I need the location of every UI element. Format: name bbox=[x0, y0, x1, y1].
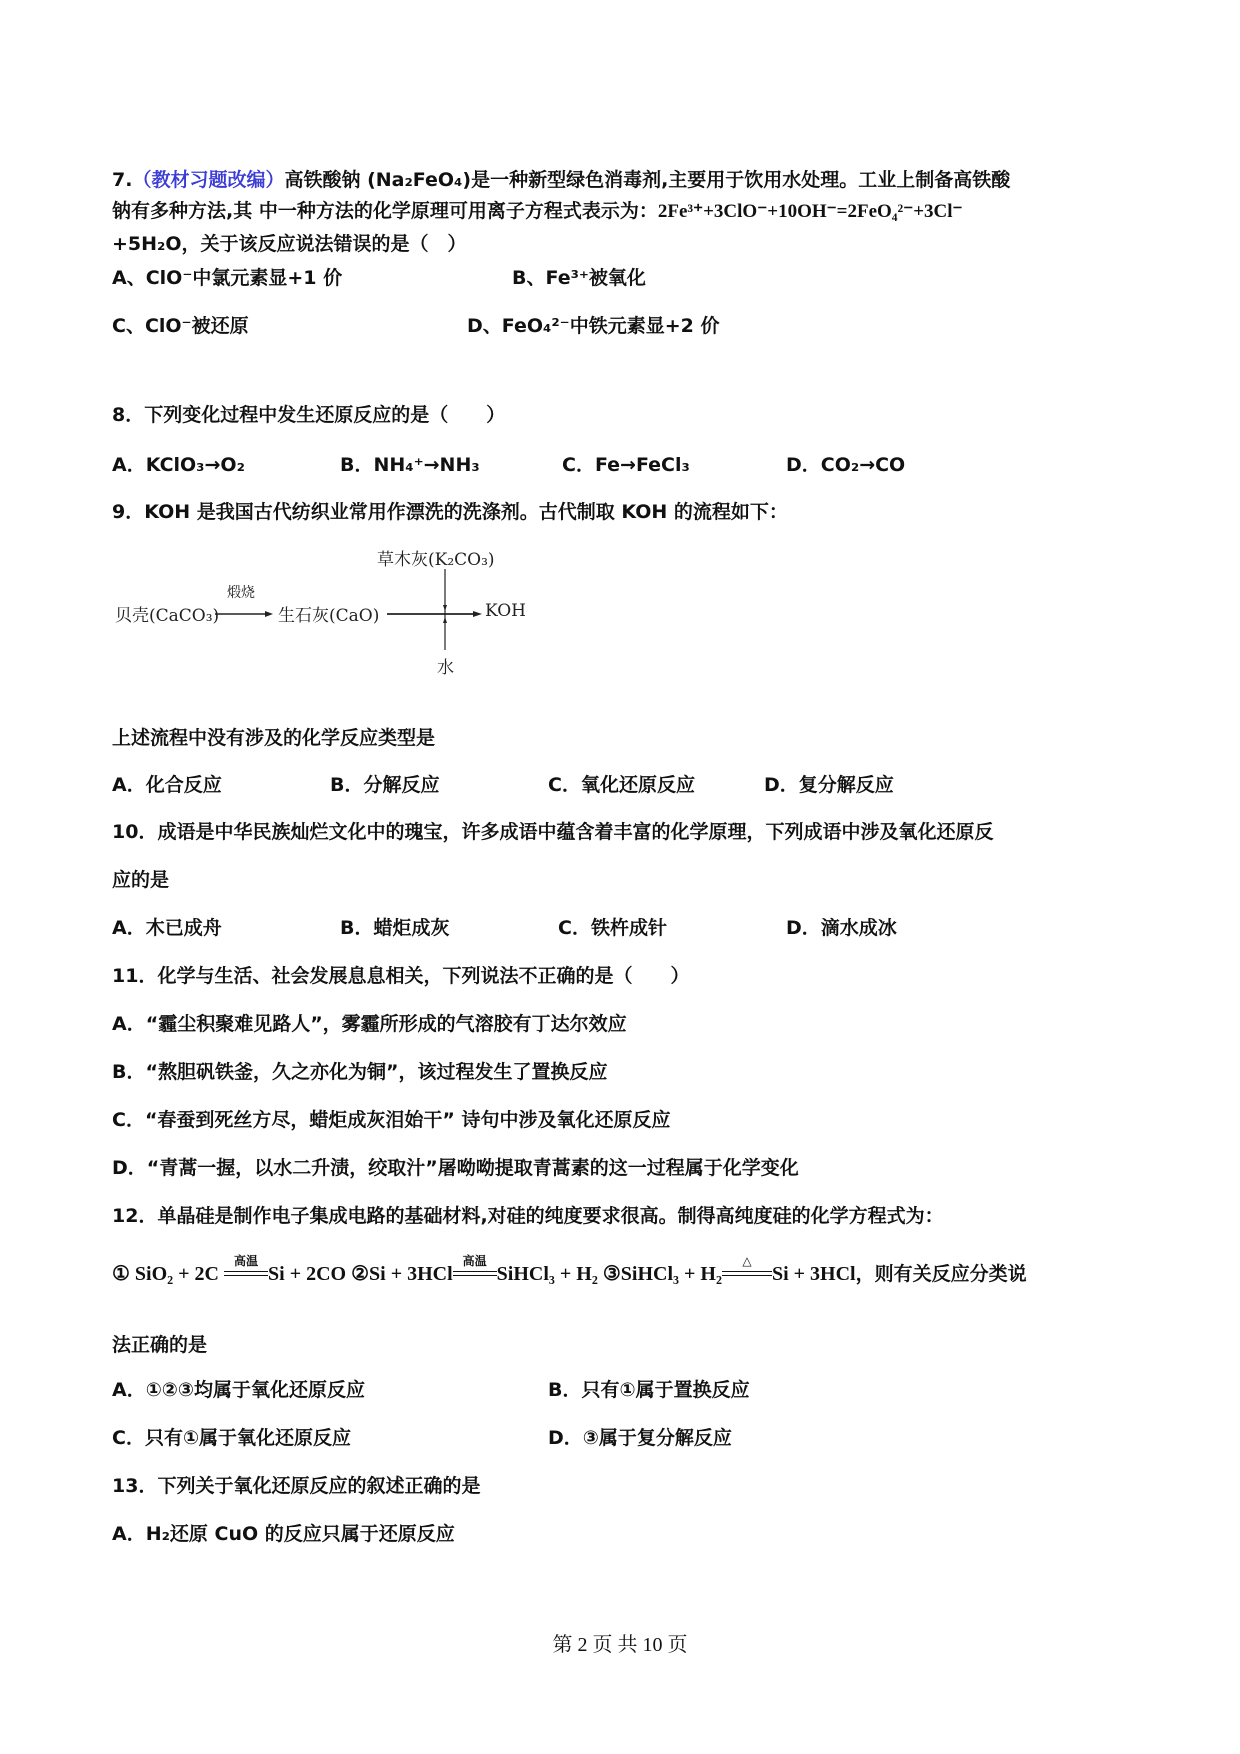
q7-stem-line2: 钠有多种方法,其 中一种方法的化学原理可用离子方程式表示为： bbox=[112, 200, 658, 222]
q10-option-c[interactable]: C．铁杵成针 bbox=[558, 917, 667, 939]
q10-option-b[interactable]: B．蜡炬成灰 bbox=[340, 917, 450, 939]
q12-option-d[interactable]: D．③属于复分解反应 bbox=[548, 1427, 732, 1449]
diagram-top-input: 草木灰(K₂CO₃) bbox=[377, 550, 495, 570]
q12-option-b[interactable]: B．只有①属于置换反应 bbox=[548, 1379, 750, 1401]
koh-process-flow-diagram bbox=[115, 545, 535, 678]
q13-stem: 13．下列关于氧化还原反应的叙述正确的是 bbox=[112, 1475, 481, 1497]
q9-question: 上述流程中没有涉及的化学反应类型是 bbox=[112, 727, 436, 749]
q11-option-c[interactable]: C．“春蚕到死丝方尽，蜡炬成灰泪始干” 诗句中涉及氧化还原反应 bbox=[112, 1109, 671, 1131]
q12-stem: 12．单晶硅是制作电子集成电路的基础材料,对硅的纯度要求很高。制得高纯度硅的化学方程式为： bbox=[112, 1205, 944, 1227]
q7-number: 7. bbox=[112, 169, 133, 191]
q10-option-d[interactable]: D．滴水成冰 bbox=[786, 917, 897, 939]
eq2-condition bbox=[453, 1254, 497, 1285]
eq1-right: Si + 2CO bbox=[268, 1263, 352, 1285]
q7-option-b[interactable]: B、Fe³⁺被氧化 bbox=[512, 267, 646, 289]
eq2-condition-label: 高温 bbox=[462, 1254, 487, 1269]
q11-stem: 11．化学与生活、社会发展息息相关，下列说法不正确的是（ ） bbox=[112, 965, 690, 987]
diagram-middle: 生石灰(CaO) bbox=[278, 606, 380, 626]
diagram-product: KOH bbox=[485, 601, 527, 621]
q11-option-d[interactable]: D．“青蒿一握，以水二升渍，绞取汁”屠呦呦提取青蒿素的这一过程属于化学变化 bbox=[112, 1157, 799, 1179]
eq3-left: ③SiHCl₃ + H₂ bbox=[602, 1263, 722, 1285]
q13-option-a[interactable]: A．H₂还原 CuO 的反应只属于还原反应 bbox=[112, 1523, 455, 1545]
q9-option-c[interactable]: C．氧化还原反应 bbox=[548, 774, 695, 796]
q10-stem-line1: 10．成语是中华民族灿烂文化中的瑰宝，许多成语中蕴含着丰富的化学原理，下列成语中涉及氧化还原反 bbox=[112, 821, 994, 843]
q8-option-d[interactable]: D．CO₂→CO bbox=[786, 454, 906, 476]
q7-option-c[interactable]: C、ClO⁻被还原 bbox=[112, 315, 249, 337]
q8-option-a[interactable]: A．KClO₃→O₂ bbox=[112, 454, 245, 476]
q7-equation: 2Fe³⁺+3ClO⁻+10OH⁻=2FeO₄²⁻+3Cl⁻ bbox=[657, 201, 963, 222]
eq3-condition bbox=[722, 1254, 772, 1285]
page-footer: 第 2 页 共 10 页 bbox=[552, 1634, 688, 1656]
eq2-left: ②Si + 3HCl bbox=[351, 1263, 453, 1285]
eq3-heat-icon: △ bbox=[742, 1254, 752, 1269]
q9-option-b[interactable]: B．分解反应 bbox=[330, 774, 440, 796]
q12-option-a[interactable]: A．①②③均属于氧化还原反应 bbox=[112, 1379, 365, 1401]
diagram-arrow1-label: 煅烧 bbox=[227, 585, 255, 601]
q11-option-b[interactable]: B．“熬胆矾铁釜，久之亦化为铜”，该过程发生了置换反应 bbox=[112, 1061, 608, 1083]
q10-stem-line2: 应的是 bbox=[112, 869, 170, 891]
diagram-start: 贝壳(CaCO₃) bbox=[115, 606, 220, 626]
q10-option-a[interactable]: A．木已成舟 bbox=[112, 917, 222, 939]
q9-stem: 9．KOH 是我国古代纺织业常用作漂洗的洗涤剂。古代制取 KOH 的流程如下： bbox=[112, 501, 788, 523]
q12-option-c[interactable]: C．只有①属于氧化还原反应 bbox=[112, 1427, 352, 1449]
q9-option-d[interactable]: D．复分解反应 bbox=[764, 774, 894, 796]
q7-source-tag: （教材习题改编） bbox=[132, 169, 285, 191]
diagram-bottom-input: 水 bbox=[437, 658, 454, 678]
eq1-condition-label: 高温 bbox=[234, 1254, 259, 1269]
q7-option-d[interactable]: D、FeO₄²⁻中铁元素显+2 价 bbox=[467, 315, 720, 337]
eq1-condition bbox=[224, 1254, 268, 1285]
q12-stem-tail: ，则有关反应分类说 bbox=[855, 1263, 1027, 1285]
q8-option-b[interactable]: B．NH₄⁺→NH₃ bbox=[340, 454, 480, 476]
q8-option-c[interactable]: C．Fe→FeCl₃ bbox=[562, 454, 690, 476]
q7-stem-line1: 高铁酸钠 (Na₂FeO₄)是一种新型绿色消毒剂,主要用于饮用水处理。工业上制备高铁酸 bbox=[284, 169, 1011, 191]
q7-option-a[interactable]: A、ClO⁻中氯元素显+1 价 bbox=[112, 267, 343, 289]
q12-stem-line3: 法正确的是 bbox=[112, 1334, 208, 1356]
q9-option-a[interactable]: A．化合反应 bbox=[112, 774, 222, 796]
eq3-right: Si + 3HCl bbox=[771, 1263, 856, 1285]
q7-line1 bbox=[112, 168, 1010, 192]
q7-line3: +5H₂O，关于该反应说法错误的是（ ） bbox=[112, 233, 467, 255]
q8-stem: 8．下列变化过程中发生还原反应的是（ ） bbox=[112, 404, 506, 426]
eq1-left: ① SiO₂ + 2C bbox=[112, 1263, 225, 1285]
q7-line2 bbox=[112, 199, 963, 224]
diagram-arrows bbox=[115, 545, 535, 675]
q12-equations bbox=[112, 1254, 1027, 1286]
eq2-right: SiHCl₃ + H₂ bbox=[496, 1263, 603, 1285]
q11-option-a[interactable]: A．“霾尘积聚难见路人”，雾霾所形成的气溶胶有丁达尔效应 bbox=[112, 1013, 627, 1035]
